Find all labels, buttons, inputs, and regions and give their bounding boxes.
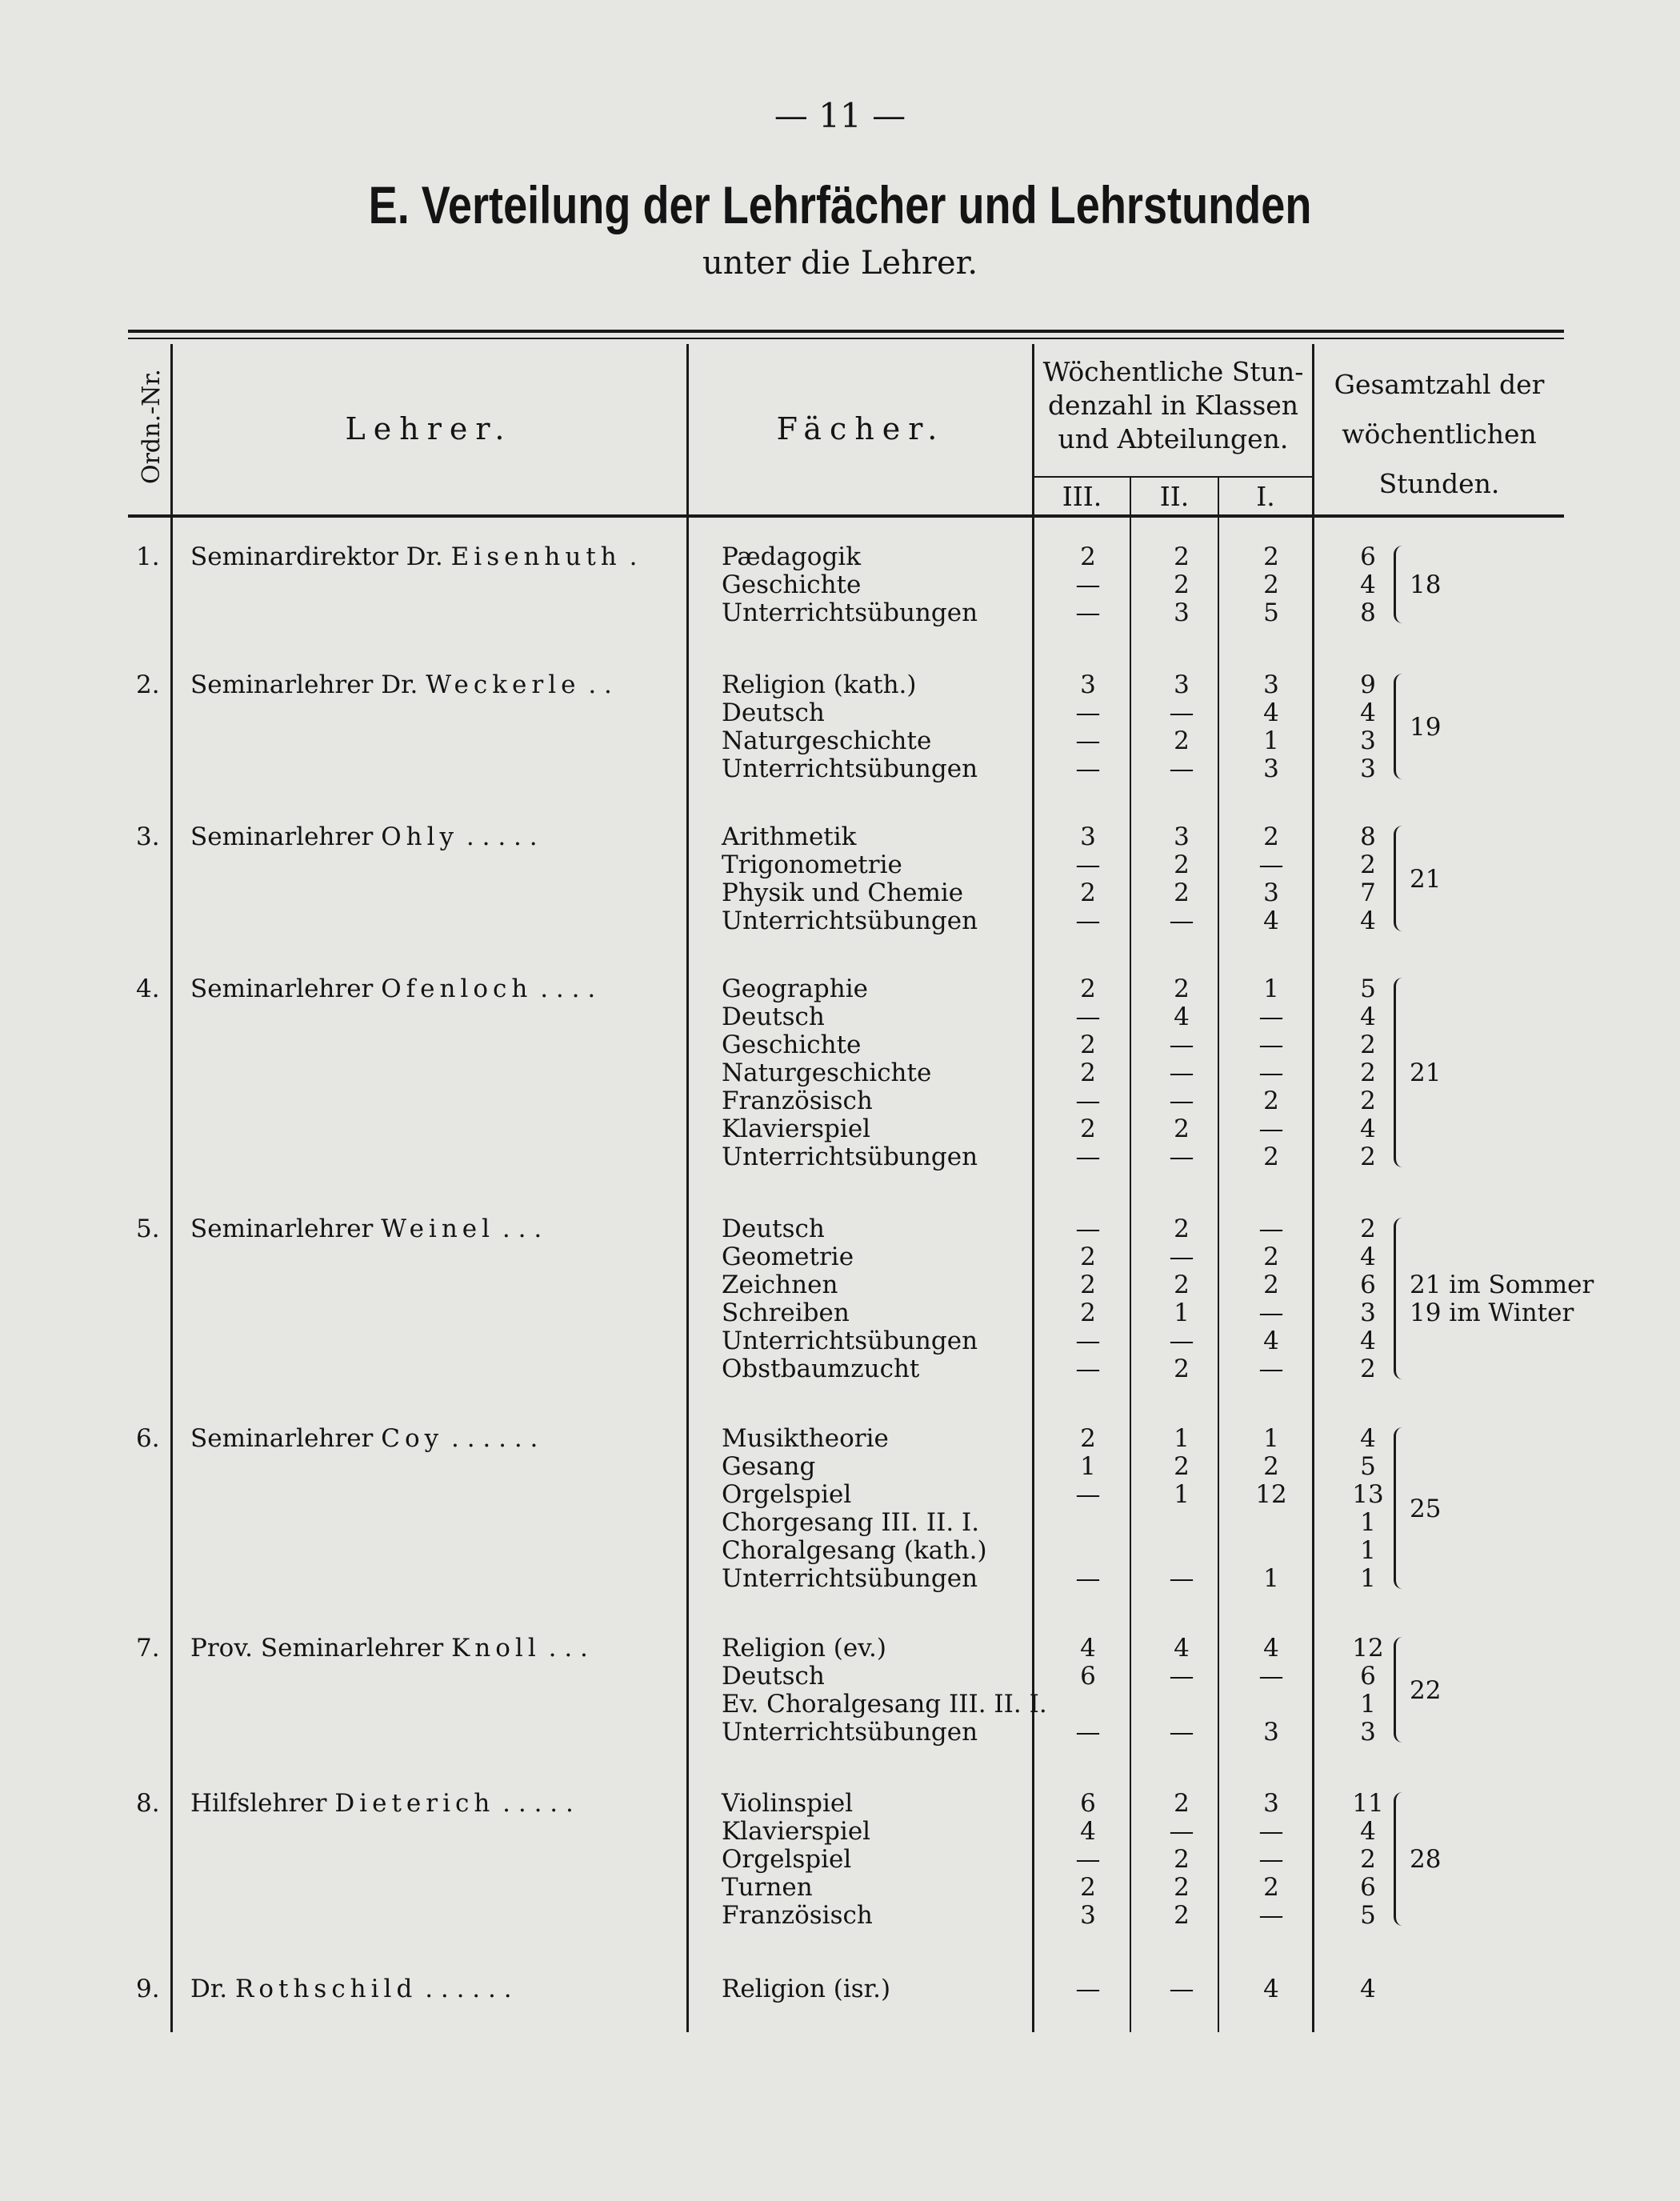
header-weekly-line-3: und Abteilungen.: [1058, 423, 1289, 454]
teacher-number: 2.: [136, 670, 160, 699]
hours-class-ii: 2: [1174, 542, 1190, 571]
hours-total: 4: [1360, 570, 1376, 599]
hours-class-ii: 3: [1174, 822, 1190, 851]
hours-class-iii: —: [1075, 570, 1101, 599]
hours-total: 8: [1360, 822, 1376, 851]
subject-name: Turnen: [722, 1873, 813, 1902]
hours-class-ii: —: [1169, 1564, 1194, 1593]
hours-class-i: 3: [1263, 670, 1279, 699]
header-weekly-hours: [1034, 355, 1312, 456]
hours-class-iii: 3: [1080, 670, 1096, 699]
teacher-number: 7.: [136, 1634, 160, 1663]
hours-class-iii: 2: [1080, 542, 1096, 571]
hours-class-ii: 2: [1174, 570, 1190, 599]
subject-name: Naturgeschichte: [722, 726, 932, 755]
subject-name: Deutsch: [722, 1215, 825, 1243]
teacher-name: Dieterich: [334, 1789, 495, 1818]
hours-class-ii: 4: [1174, 1634, 1190, 1663]
col-line-total: [1312, 344, 1314, 2032]
hours-class-iii: —: [1075, 1355, 1101, 1383]
subject-name: Chorgesang III. II. I.: [722, 1508, 980, 1537]
hours-class-ii: —: [1169, 1817, 1194, 1846]
subject-name: Religion (ev.): [722, 1634, 886, 1663]
hours-class-iii: 2: [1080, 1299, 1096, 1327]
hours-class-i: —: [1258, 850, 1284, 879]
subject-name: Unterrichtsübungen: [722, 1327, 978, 1355]
hours-class-i: 2: [1263, 1873, 1279, 1902]
teacher-title: Hilfslehrer: [190, 1789, 327, 1818]
total-brace: [1394, 826, 1402, 931]
teacher-title: Prov. Seminarlehrer: [190, 1634, 444, 1663]
subject-name: Religion (kath.): [722, 670, 917, 699]
hours-class-i: 4: [1263, 698, 1279, 727]
hours-total: 1: [1360, 1536, 1376, 1565]
hours-class-ii: —: [1169, 754, 1194, 783]
hours-total: 11: [1352, 1789, 1384, 1818]
hours-total: 2: [1360, 1030, 1376, 1059]
table-top-rule: [128, 330, 1564, 333]
header-total-line-2: wöchentlichen: [1342, 418, 1537, 450]
subject-name: Schreiben: [722, 1299, 850, 1327]
teacher-name: [190, 1634, 588, 1663]
teacher-name: [190, 1789, 574, 1818]
hours-class-i: 3: [1263, 878, 1279, 907]
hours-class-i: 2: [1263, 570, 1279, 599]
hours-class-iii: 2: [1080, 974, 1096, 1003]
subject-name: Orgelspiel: [722, 1845, 852, 1874]
subject-name: Deutsch: [722, 1002, 825, 1031]
hours-total: 6: [1360, 1873, 1376, 1902]
subject-name: Pædagogik: [722, 542, 861, 571]
teacher-dots: . .: [588, 670, 612, 699]
total-brace: [1394, 1637, 1402, 1743]
header-total: [1314, 360, 1564, 509]
hours-total: 1: [1360, 1564, 1376, 1593]
hours-total: 2: [1360, 1355, 1376, 1383]
teacher-total-hours: 19: [1410, 712, 1442, 742]
subject-name: Unterrichtsübungen: [722, 598, 978, 627]
subject-name: Unterrichtsübungen: [722, 754, 978, 783]
col-line-iii: [1130, 478, 1131, 2032]
hours-class-i: —: [1258, 1058, 1284, 1087]
header-weekly-line-1: Wöchentliche Stun-: [1042, 356, 1304, 387]
hours-class-i: 2: [1263, 1271, 1279, 1299]
subject-name: Französisch: [722, 1901, 873, 1930]
teacher-name: Rothschild: [234, 1975, 418, 2003]
hours-total: 4: [1360, 698, 1376, 727]
teacher-name: Weinel: [381, 1215, 495, 1243]
hours-total: 6: [1360, 542, 1376, 571]
teacher-number: 4.: [136, 974, 160, 1003]
hours-total: 5: [1360, 1452, 1376, 1481]
hours-total: 3: [1360, 726, 1376, 755]
hours-class-i: —: [1258, 1115, 1284, 1143]
teacher-number: 6.: [136, 1424, 160, 1453]
hours-class-i: 4: [1263, 1327, 1279, 1355]
teacher-dots: . . . . .: [466, 822, 538, 851]
hours-class-i: 12: [1255, 1480, 1287, 1509]
hours-total: 5: [1360, 974, 1376, 1003]
subject-name: Naturgeschichte: [722, 1058, 932, 1087]
hours-class-ii: 2: [1174, 1789, 1190, 1818]
hours-class-ii: 3: [1174, 670, 1190, 699]
hours-class-i: —: [1258, 1845, 1284, 1874]
hours-class-iii: 4: [1080, 1634, 1096, 1663]
teacher-number: 3.: [136, 822, 160, 851]
header-faecher: Fächer.: [776, 411, 946, 446]
hours-total: 2: [1360, 1086, 1376, 1115]
total-brace: [1394, 978, 1402, 1167]
hours-total: 4: [1360, 1424, 1376, 1453]
hours-total: 13: [1352, 1480, 1384, 1509]
hours-class-iii: —: [1075, 726, 1101, 755]
subject-name: Religion (isr.): [722, 1975, 891, 2003]
header-lehrer: Lehrer.: [345, 411, 513, 446]
teacher-name: Weckerle: [426, 670, 581, 699]
subject-name: Geometrie: [722, 1243, 854, 1271]
hours-class-ii: —: [1169, 1243, 1194, 1271]
hours-class-ii: 1: [1174, 1480, 1190, 1509]
class-subheader-rule: [1034, 476, 1314, 478]
hours-class-i: —: [1258, 1215, 1284, 1243]
hours-class-ii: 2: [1174, 878, 1190, 907]
hours-class-iii: —: [1075, 1327, 1101, 1355]
teacher-title: Seminarlehrer: [190, 1215, 374, 1243]
subject-name: Ev. Choralgesang III. II. I.: [722, 1690, 1047, 1719]
teacher-dots: . . .: [548, 1634, 588, 1663]
hours-class-i: —: [1258, 1355, 1284, 1383]
hours-class-iii: —: [1075, 698, 1101, 727]
hours-class-iii: 2: [1080, 1243, 1096, 1271]
hours-class-iii: —: [1075, 1002, 1101, 1031]
teacher-total-hours: 18: [1410, 570, 1442, 599]
hours-class-iii: 2: [1080, 1271, 1096, 1299]
hours-class-i: 1: [1263, 1564, 1279, 1593]
hours-class-i: 4: [1263, 906, 1279, 935]
subject-name: Gesang: [722, 1452, 816, 1481]
teacher-name: Knoll: [451, 1634, 541, 1663]
hours-class-ii: —: [1169, 1030, 1194, 1059]
hours-class-i: 1: [1263, 726, 1279, 755]
subject-name: Unterrichtsübungen: [722, 1564, 978, 1593]
page-subtitle: unter die Lehrer.: [702, 245, 978, 282]
subject-name: Unterrichtsübungen: [722, 1143, 978, 1171]
header-class-ii: II.: [1159, 481, 1190, 512]
hours-class-ii: 4: [1174, 1002, 1190, 1031]
teacher-name: [190, 822, 538, 851]
teacher-total-hours: 28: [1410, 1845, 1442, 1874]
hours-class-iii: —: [1075, 1086, 1101, 1115]
teacher-title: Dr.: [190, 1975, 228, 2003]
hours-total: 7: [1360, 878, 1376, 907]
subject-name: Arithmetik: [722, 822, 857, 851]
col-line-nr: [170, 344, 173, 2032]
page-title: E. Verteilung der Lehrfächer und Lehrstunden: [368, 175, 1312, 234]
hours-total: 1: [1360, 1508, 1376, 1537]
col-line-faecher: [1032, 344, 1034, 2032]
hours-class-iii: —: [1075, 1718, 1101, 1747]
teacher-total-hours: 22: [1410, 1675, 1442, 1705]
subject-name: Violinspiel: [722, 1789, 854, 1818]
subject-name: Orgelspiel: [722, 1480, 852, 1509]
hours-class-ii: 2: [1174, 726, 1190, 755]
teacher-total-hours: 21 im Sommer: [1410, 1271, 1594, 1299]
total-brace: [1394, 546, 1402, 623]
hours-total: 5: [1360, 1901, 1376, 1930]
teacher-total-hours: 19 im Winter: [1410, 1299, 1574, 1327]
hours-class-iii: 4: [1080, 1817, 1096, 1846]
hours-class-ii: —: [1169, 698, 1194, 727]
header-weekly-line-2: denzahl in Klassen: [1047, 390, 1299, 421]
teacher-name: [190, 1424, 538, 1453]
hours-class-ii: —: [1169, 1975, 1194, 2003]
hours-class-ii: 2: [1174, 1355, 1190, 1383]
hours-class-i: —: [1258, 1299, 1284, 1327]
subject-name: Klavierspiel: [722, 1817, 871, 1846]
teacher-dots: . . . . . .: [451, 1424, 538, 1453]
hours-class-i: 2: [1263, 542, 1279, 571]
teacher-dots: . . .: [502, 1215, 542, 1243]
page-number: — 11 —: [774, 96, 906, 135]
teacher-name: Ohly: [381, 822, 459, 851]
hours-class-ii: —: [1169, 1086, 1194, 1115]
hours-total: 4: [1360, 1817, 1376, 1846]
hours-class-iii: —: [1075, 850, 1101, 879]
hours-class-i: 1: [1263, 974, 1279, 1003]
hours-total: 1: [1360, 1690, 1376, 1719]
subject-name: Physik und Chemie: [722, 878, 964, 907]
hours-class-ii: 2: [1174, 1452, 1190, 1481]
hours-class-i: —: [1258, 1817, 1284, 1846]
teacher-dots: . . . .: [540, 974, 596, 1003]
teacher-name: [190, 974, 595, 1003]
hours-class-iii: —: [1075, 1215, 1101, 1243]
teacher-title: Seminarlehrer: [190, 822, 374, 851]
hours-total: 3: [1360, 754, 1376, 783]
subject-name: Zeichnen: [722, 1271, 838, 1299]
hours-total: 2: [1360, 1143, 1376, 1171]
teacher-number: 8.: [136, 1789, 160, 1818]
hours-total: 4: [1360, 1243, 1376, 1271]
teacher-number: 5.: [136, 1215, 160, 1243]
hours-total: 12: [1352, 1634, 1384, 1663]
hours-class-iii: 6: [1080, 1789, 1096, 1818]
hours-total: 6: [1360, 1271, 1376, 1299]
hours-class-i: 5: [1263, 598, 1279, 627]
hours-class-i: 4: [1263, 1975, 1279, 2003]
hours-class-iii: 3: [1080, 822, 1096, 851]
header-ordn-nr: Ordn.-Nr.: [138, 369, 166, 484]
hours-class-iii: 2: [1080, 1030, 1096, 1059]
hours-class-ii: —: [1169, 1327, 1194, 1355]
hours-class-iii: 3: [1080, 1901, 1096, 1930]
hours-class-ii: —: [1169, 1662, 1194, 1691]
subject-name: Musiktheorie: [722, 1424, 889, 1453]
hours-class-i: 2: [1263, 822, 1279, 851]
total-brace: [1394, 1218, 1402, 1379]
teacher-number: 9.: [136, 1975, 160, 2003]
teacher-total-hours: 21: [1410, 1058, 1442, 1087]
subject-name: Obstbaumzucht: [722, 1355, 920, 1383]
hours-class-ii: —: [1169, 1718, 1194, 1747]
hours-class-iii: —: [1075, 1975, 1101, 2003]
header-class-i: I.: [1256, 481, 1275, 512]
header-class-iii: III.: [1062, 481, 1102, 512]
teacher-number: 1.: [136, 542, 160, 571]
hours-class-i: 4: [1263, 1634, 1279, 1663]
hours-class-iii: 2: [1080, 1115, 1096, 1143]
hours-class-iii: —: [1075, 1845, 1101, 1874]
hours-class-ii: 2: [1174, 1215, 1190, 1243]
hours-class-ii: 2: [1174, 850, 1190, 879]
teacher-name: [190, 670, 612, 699]
header-total-line-1: Gesamtzahl der: [1334, 369, 1545, 400]
hours-class-ii: 2: [1174, 1845, 1190, 1874]
teacher-title: Seminarlehrer: [190, 1424, 374, 1453]
hours-class-ii: 2: [1174, 974, 1190, 1003]
hours-class-i: 3: [1263, 754, 1279, 783]
hours-total: 3: [1360, 1299, 1376, 1327]
hours-class-i: —: [1258, 1030, 1284, 1059]
hours-class-iii: 2: [1080, 1424, 1096, 1453]
teacher-total-hours: 21: [1410, 864, 1442, 894]
hours-total: 4: [1360, 1327, 1376, 1355]
teacher-name: Coy: [381, 1424, 444, 1453]
total-brace: [1394, 1427, 1402, 1589]
hours-class-i: 1: [1263, 1424, 1279, 1453]
hours-class-i: —: [1258, 1002, 1284, 1031]
hours-class-ii: —: [1169, 1058, 1194, 1087]
hours-class-iii: —: [1075, 754, 1101, 783]
teacher-name: [190, 1975, 512, 2003]
hours-class-i: 2: [1263, 1086, 1279, 1115]
teacher-dots: .: [629, 542, 638, 571]
hours-class-iii: 6: [1080, 1662, 1096, 1691]
hours-class-iii: —: [1075, 1564, 1101, 1593]
subject-name: Klavierspiel: [722, 1115, 871, 1143]
hours-class-i: —: [1258, 1662, 1284, 1691]
hours-class-iii: 2: [1080, 1058, 1096, 1087]
hours-class-iii: —: [1075, 1143, 1101, 1171]
subject-name: Deutsch: [722, 698, 825, 727]
total-brace: [1394, 1792, 1402, 1926]
hours-class-ii: 2: [1174, 1115, 1190, 1143]
subject-name: Französisch: [722, 1086, 873, 1115]
teacher-title: Seminarlehrer Dr.: [190, 670, 418, 699]
teacher-dots: . . . . .: [502, 1789, 574, 1818]
hours-class-ii: —: [1169, 906, 1194, 935]
subject-name: Geographie: [722, 974, 868, 1003]
hours-class-iii: —: [1075, 906, 1101, 935]
hours-class-ii: 1: [1174, 1424, 1190, 1453]
col-line-ii: [1218, 478, 1219, 2032]
hours-total: 4: [1360, 1975, 1376, 2003]
hours-class-ii: 3: [1174, 598, 1190, 627]
hours-total: 4: [1360, 1115, 1376, 1143]
teacher-dots: . . . . . .: [425, 1975, 512, 2003]
hours-total: 4: [1360, 1002, 1376, 1031]
hours-total: 3: [1360, 1718, 1376, 1747]
header-total-line-3: Stunden.: [1378, 468, 1500, 499]
subject-name: Geschichte: [722, 570, 862, 599]
subject-name: Choralgesang (kath.): [722, 1536, 987, 1565]
hours-total: 8: [1360, 598, 1376, 627]
subject-name: Geschichte: [722, 1030, 862, 1059]
subject-name: Unterrichtsübungen: [722, 1718, 978, 1747]
teacher-name: [190, 542, 638, 571]
hours-class-i: 3: [1263, 1718, 1279, 1747]
teacher-total-hours: 25: [1410, 1494, 1442, 1523]
hours-class-iii: 1: [1080, 1452, 1096, 1481]
hours-class-ii: 1: [1174, 1299, 1190, 1327]
hours-class-iii: —: [1075, 598, 1101, 627]
hours-class-iii: —: [1075, 1480, 1101, 1509]
col-line-lehrer: [686, 344, 689, 2032]
hours-total: 4: [1360, 906, 1376, 935]
hours-class-i: 2: [1263, 1143, 1279, 1171]
teacher-title: Seminarlehrer: [190, 974, 374, 1003]
hours-total: 9: [1360, 670, 1376, 699]
hours-class-iii: 2: [1080, 1873, 1096, 1902]
teacher-name: Eisenhuth: [450, 542, 622, 571]
hours-class-i: 2: [1263, 1452, 1279, 1481]
subject-name: Deutsch: [722, 1662, 825, 1691]
teacher-name: [190, 1215, 542, 1243]
hours-total: 2: [1360, 850, 1376, 879]
teacher-name: Ofenloch: [381, 974, 533, 1003]
hours-class-i: 2: [1263, 1243, 1279, 1271]
subject-name: Unterrichtsübungen: [722, 906, 978, 935]
hours-total: 2: [1360, 1845, 1376, 1874]
subject-name: Trigonometrie: [722, 850, 902, 879]
total-brace: [1394, 674, 1402, 779]
hours-class-ii: 2: [1174, 1271, 1190, 1299]
hours-total: 2: [1360, 1215, 1376, 1243]
hours-class-ii: 2: [1174, 1873, 1190, 1902]
table-top-rule-thin: [128, 338, 1564, 339]
hours-class-iii: 2: [1080, 878, 1096, 907]
header-bottom-rule: [128, 514, 1564, 518]
hours-class-i: —: [1258, 1901, 1284, 1930]
hours-class-ii: 2: [1174, 1901, 1190, 1930]
hours-class-i: 3: [1263, 1789, 1279, 1818]
hours-class-ii: —: [1169, 1143, 1194, 1171]
hours-total: 6: [1360, 1662, 1376, 1691]
hours-total: 2: [1360, 1058, 1376, 1087]
teacher-title: Seminardirektor Dr.: [190, 542, 443, 571]
